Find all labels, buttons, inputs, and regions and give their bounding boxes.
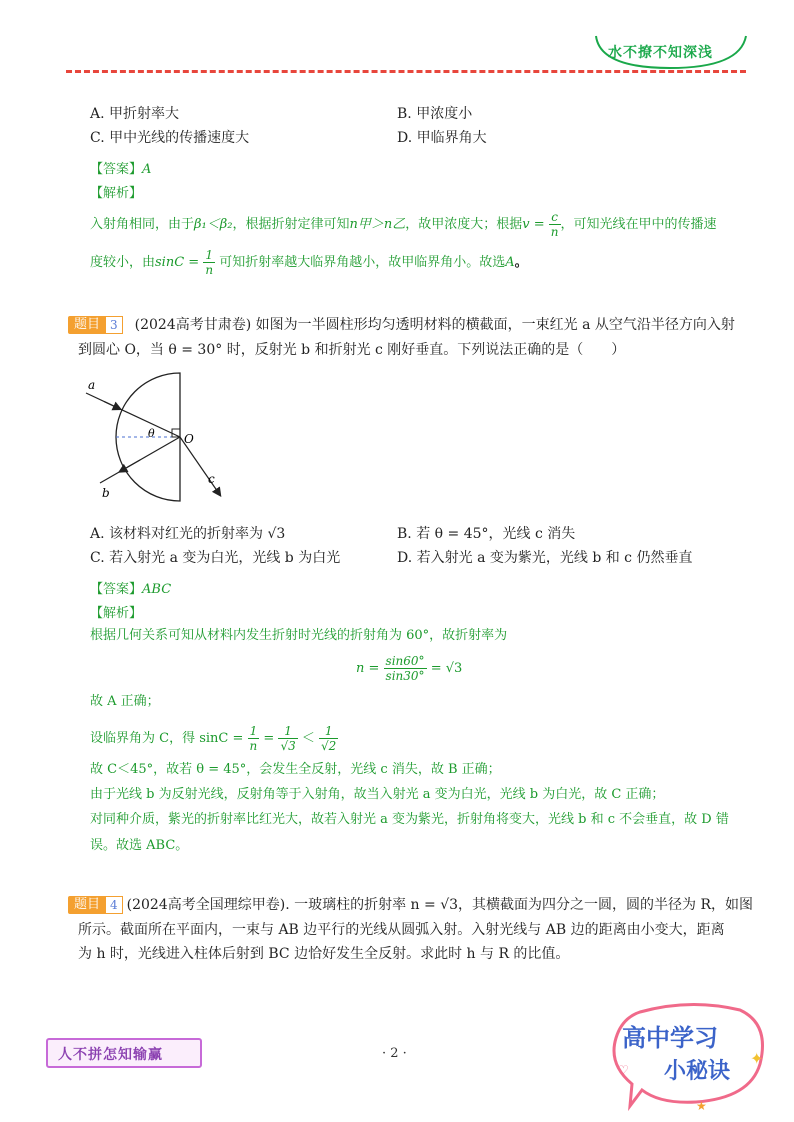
f1-num: sin60°: [385, 654, 425, 668]
sticker-line2: 小秘诀: [664, 1059, 731, 1084]
q2-an1a: 入射角相同，由于: [90, 217, 195, 232]
ray-a: [86, 393, 180, 437]
q4-number: 4: [106, 896, 123, 914]
an3-d2: √3: [280, 739, 296, 753]
q2-option-c: C. 甲中光线的传播速度大: [90, 130, 250, 146]
q2-option-b: B. 甲浓度小: [397, 106, 473, 122]
an3-frac3: [319, 724, 338, 753]
q2-an2c: 可知折射率越大临界角越小，故甲临界角小。故选: [219, 255, 506, 270]
q2-answer-label: 【答案】: [90, 162, 143, 177]
label-b: b: [102, 486, 110, 500]
label-c: c: [208, 472, 215, 486]
an3-a: 设临界角为 C，得 sinC =: [90, 731, 244, 746]
label-a: a: [88, 378, 96, 392]
an3-d1: n: [249, 739, 258, 753]
q3-header: [68, 315, 735, 335]
q4-text-line1: (2024高考全国理综甲卷). 一玻璃柱的折射率 n = √3，其横截面为四分之一圆，圆的半径为 R，如图: [126, 897, 754, 913]
q2-an1f: v =: [522, 217, 545, 232]
header-divider: [66, 70, 746, 73]
q3-analysis-line3: [90, 724, 338, 753]
q3-option-b: B. 若 θ = 45°，光线 c 消失: [397, 526, 576, 542]
q3-badge: 题目: [68, 316, 106, 334]
sticker-badge: [600, 994, 780, 1114]
q4-text-line2: 所示。截面所在平面内，一束与 AB 边平行的光线从圆弧入射。入射光线与 AB 边的距离由小变大，距离: [78, 922, 725, 938]
q3-analysis-line7: 误。故选 ABC。: [90, 838, 189, 853]
an3-n3: 1: [319, 724, 338, 739]
q2-frac2-num: 1: [203, 248, 215, 263]
an3-n2: 1: [278, 724, 297, 739]
q3-answer: [90, 578, 171, 597]
f1-den: sin30°: [385, 669, 425, 683]
q2-an2d: A: [505, 255, 515, 270]
q2-frac-den: n: [550, 225, 559, 239]
q2-frac2-den: n: [205, 263, 214, 277]
label-theta: θ: [148, 427, 155, 440]
heart-icon: ♡: [618, 1063, 629, 1077]
q3-text-line1: (2024高考甘肃卷) 如图为一半圆柱形均匀透明材料的横截面，一束红光 a 从空气沿半径方向入射: [134, 317, 735, 333]
q2-answer: [90, 158, 151, 177]
q3-analysis-line1: 根据几何关系可知从材料内发生折射时光线的折射角为 60°，故折射率为: [90, 628, 508, 643]
q3-formula-n: [356, 654, 462, 683]
q2-analysis-line2: [90, 248, 528, 277]
q3-analysis-line4: 故 C＜45°，故若 θ = 45°，会发生全反射，光线 c 消失，故 B 正确；: [90, 762, 501, 777]
page-number: · 2 ·: [382, 1046, 407, 1061]
sticker-bubble: [614, 1004, 763, 1106]
q3-analysis-line2: 故 A 正确；: [90, 694, 160, 709]
q3-option-c: C. 若入射光 a 变为白光，光线 b 为白光: [90, 550, 341, 566]
q3-option-d: D. 若入射光 a 变为紫光，光线 b 和 c 仍然垂直: [397, 550, 693, 566]
q3-option-a: A. 该材料对红光的折射率为 √3: [90, 526, 286, 542]
an3-eq: =: [263, 731, 275, 746]
q3-number: 3: [106, 316, 123, 334]
q2-option-a: A. 甲折射率大: [90, 106, 180, 122]
q2-an2b: sinC =: [155, 255, 200, 270]
header-motto: [590, 28, 750, 72]
q2-analysis-label: 【解析】: [90, 186, 143, 201]
an3-frac2: [278, 724, 297, 753]
ray-a-arrow: [104, 401, 120, 409]
q4-text-line3: 为 h 时，光线进入柱体后射到 BC 边恰好发生全反射。求此时 h 与 R 的比值。: [78, 946, 570, 962]
q3-text-line2: 到圆心 O，当 θ = 30° 时，反射光 b 和折射光 c 刚好垂直。下列说法正确的是（ ）: [78, 342, 626, 358]
footer-motto-text: 人不拼怎知输赢: [58, 1047, 163, 1063]
f1-rhs: = √3: [430, 661, 463, 676]
sticker-line1: 高中学习: [622, 1024, 718, 1052]
footer-motto-box: [46, 1038, 202, 1068]
q2-frac-c-n: [549, 210, 561, 239]
q2-answer-value: A: [142, 162, 152, 177]
q3-answer-label: 【答案】: [90, 582, 143, 597]
q2-option-d: D. 甲临界角大: [397, 130, 487, 146]
q2-an2a: 度较小，由: [90, 255, 156, 270]
an3-lt: ＜: [301, 731, 315, 746]
q2-frac-1-n: [203, 248, 215, 277]
an3-frac1: [248, 724, 260, 753]
q3-analysis-label: 【解析】: [90, 606, 143, 621]
f1-frac: [384, 654, 427, 683]
an3-d3: √2: [321, 739, 337, 753]
f1-lhs: n =: [356, 661, 380, 676]
star-icon: ★: [696, 1099, 707, 1113]
q2-an1d: n甲＞n乙: [349, 217, 406, 232]
q2-an1c: ，根据折射定律可知: [232, 217, 350, 232]
q2-an2e: 。: [514, 255, 528, 270]
sparkle-icon: ✦: [750, 1049, 764, 1068]
label-o: O: [184, 432, 194, 446]
q2-frac-num: c: [549, 210, 561, 225]
q3-analysis-line6: 对同种介质，紫光的折射率比红光大，故若入射光 a 变为紫光，折射角将变大，光线 b 和 c 不会垂直，故 D 错: [90, 812, 729, 827]
an3-n1: 1: [248, 724, 260, 739]
q4-badge: 题目: [68, 896, 106, 914]
q3-answer-value: ABC: [142, 582, 172, 597]
q2-an1g: ，可知光线在甲中的传播速: [560, 217, 717, 232]
q2-an1b: β₁＜β₂: [194, 217, 233, 232]
q4-header: [68, 895, 753, 915]
q2-an1e: ，故甲浓度大；根据: [405, 217, 523, 232]
q2-analysis-line1: [90, 210, 717, 239]
q3-figure: [80, 365, 260, 515]
q3-analysis-line5: 由于光线 b 为反射光线，反射角等于入射角，故当入射光 a 变为白光，光线 b 为白光，故 C 正确；: [90, 787, 665, 802]
header-motto-text: 水不撩不知深浅: [608, 45, 713, 61]
